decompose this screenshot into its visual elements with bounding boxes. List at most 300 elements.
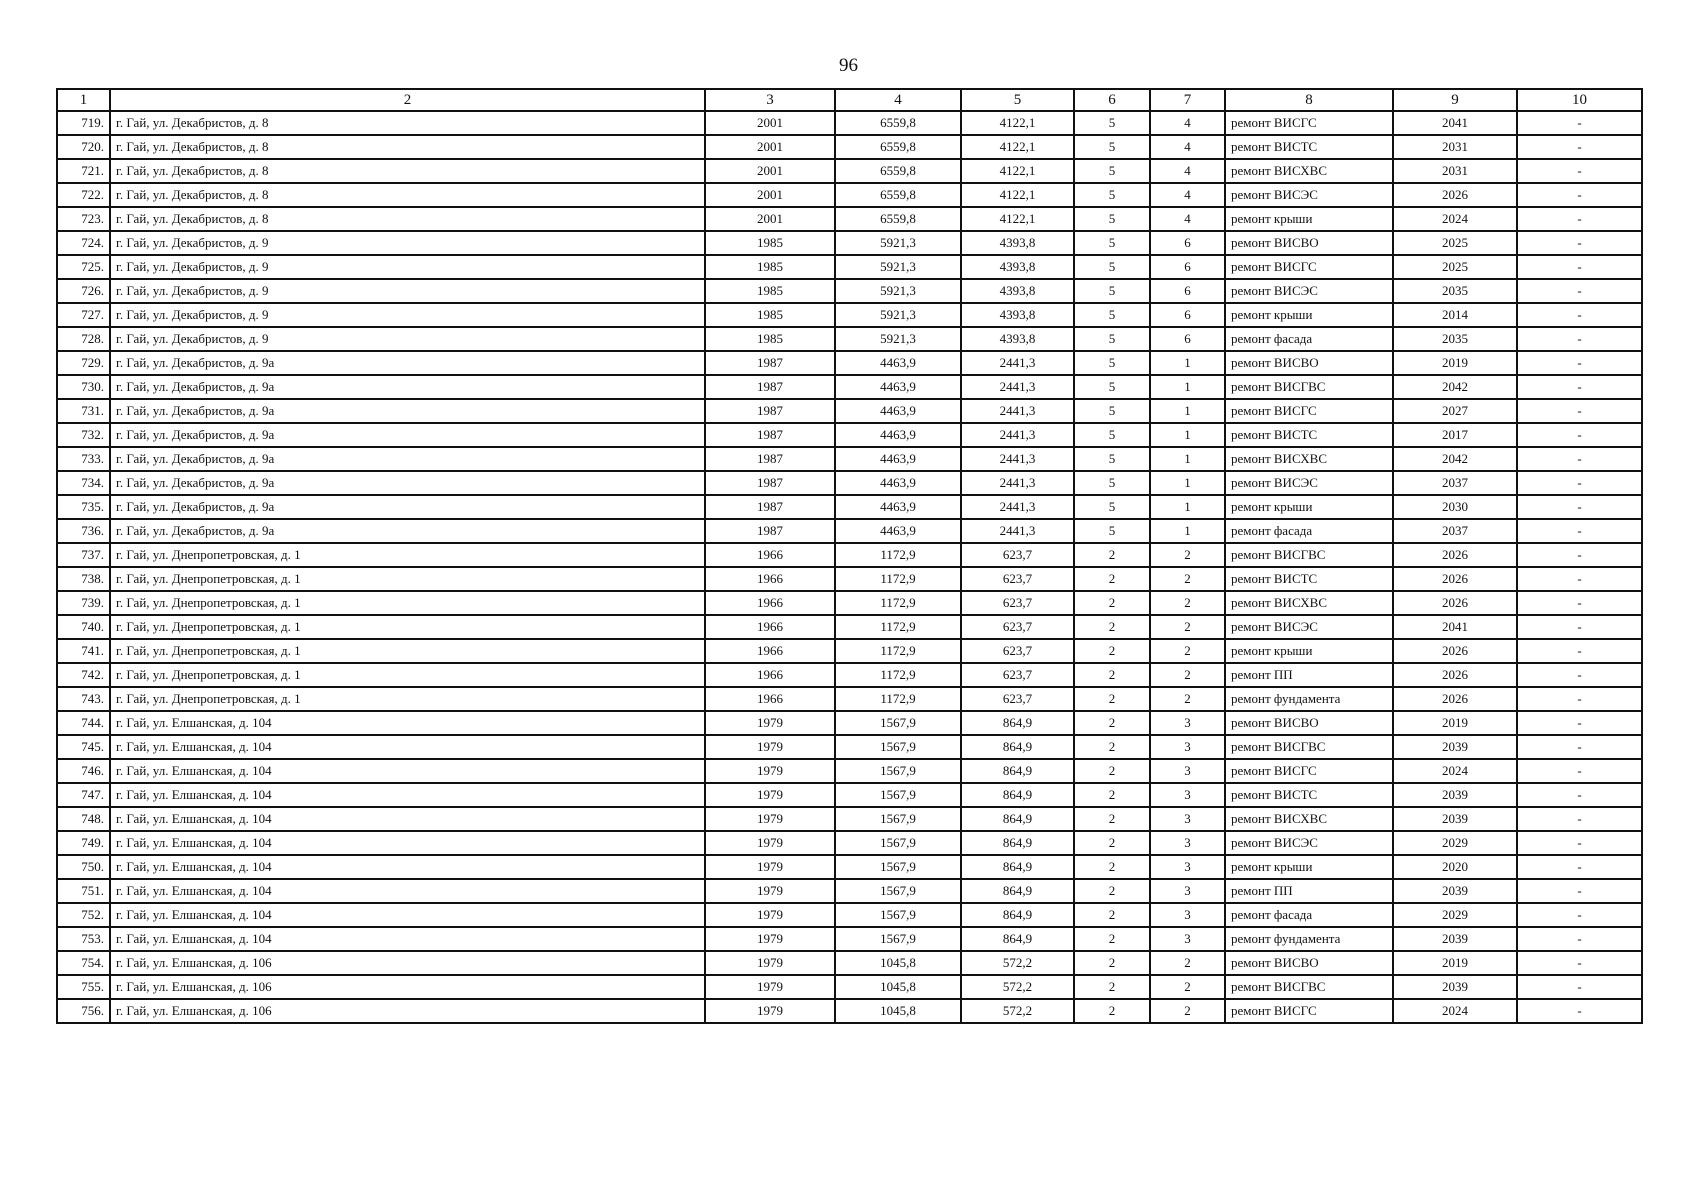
column-header: 3 [705,89,835,111]
entrances-cell: 2 [1150,663,1225,687]
address-cell: г. Гай, ул. Елшанская, д. 104 [110,711,705,735]
area-cell: 1172,9 [835,591,961,615]
entrances-cell: 6 [1150,255,1225,279]
note-cell: - [1517,879,1642,903]
year-cell: 1979 [705,711,835,735]
year-cell: 1987 [705,423,835,447]
address-cell: г. Гай, ул. Декабристов, д. 9а [110,471,705,495]
planned-year-cell: 2031 [1393,159,1517,183]
entrances-cell: 1 [1150,519,1225,543]
column-header: 9 [1393,89,1517,111]
table-row [57,447,1642,471]
work-type-cell: ремонт ВИСГС [1225,759,1393,783]
area-cell: 1567,9 [835,927,961,951]
living-area-cell: 4393,8 [961,231,1074,255]
work-type-cell: ремонт ВИСГВС [1225,375,1393,399]
entrances-cell: 1 [1150,423,1225,447]
planned-year-cell: 2039 [1393,927,1517,951]
address-cell: г. Гай, ул. Елшанская, д. 104 [110,807,705,831]
row-number-cell: 734. [57,471,110,495]
address-cell: г. Гай, ул. Декабристов, д. 9а [110,423,705,447]
work-type-cell: ремонт фасада [1225,327,1393,351]
note-cell: - [1517,735,1642,759]
planned-year-cell: 2039 [1393,807,1517,831]
year-cell: 1985 [705,303,835,327]
area-cell: 4463,9 [835,423,961,447]
work-type-cell: ремонт ВИСТС [1225,135,1393,159]
row-number-cell: 725. [57,255,110,279]
address-cell: г. Гай, ул. Елшанская, д. 104 [110,855,705,879]
living-area-cell: 623,7 [961,543,1074,567]
row-number-cell: 755. [57,975,110,999]
year-cell: 1979 [705,855,835,879]
area-cell: 4463,9 [835,399,961,423]
living-area-cell: 2441,3 [961,399,1074,423]
note-cell: - [1517,591,1642,615]
planned-year-cell: 2026 [1393,567,1517,591]
year-cell: 1979 [705,759,835,783]
table-body [57,111,1642,1023]
living-area-cell: 572,2 [961,951,1074,975]
row-number-cell: 747. [57,783,110,807]
planned-year-cell: 2030 [1393,495,1517,519]
area-cell: 1045,8 [835,975,961,999]
note-cell: - [1517,423,1642,447]
work-type-cell: ремонт крыши [1225,855,1393,879]
living-area-cell: 623,7 [961,687,1074,711]
area-cell: 5921,3 [835,279,961,303]
row-number-cell: 730. [57,375,110,399]
planned-year-cell: 2019 [1393,351,1517,375]
year-cell: 1987 [705,351,835,375]
living-area-cell: 864,9 [961,879,1074,903]
note-cell: - [1517,903,1642,927]
table-row [57,879,1642,903]
year-cell: 1979 [705,927,835,951]
address-cell: г. Гай, ул. Днепропетровская, д. 1 [110,663,705,687]
address-cell: г. Гай, ул. Днепропетровская, д. 1 [110,543,705,567]
address-cell: г. Гай, ул. Днепропетровская, д. 1 [110,687,705,711]
address-cell: г. Гай, ул. Елшанская, д. 106 [110,975,705,999]
floors-cell: 2 [1074,687,1150,711]
row-number-cell: 744. [57,711,110,735]
entrances-cell: 3 [1150,759,1225,783]
entrances-cell: 4 [1150,111,1225,135]
floors-cell: 2 [1074,567,1150,591]
floors-cell: 2 [1074,975,1150,999]
table-row [57,663,1642,687]
year-cell: 1979 [705,975,835,999]
floors-cell: 5 [1074,471,1150,495]
area-cell: 5921,3 [835,231,961,255]
address-cell: г. Гай, ул. Декабристов, д. 9а [110,495,705,519]
table-row [57,183,1642,207]
table-row [57,375,1642,399]
table-row [57,519,1642,543]
table-row [57,855,1642,879]
planned-year-cell: 2014 [1393,303,1517,327]
entrances-cell: 2 [1150,687,1225,711]
year-cell: 1987 [705,447,835,471]
planned-year-cell: 2026 [1393,183,1517,207]
living-area-cell: 2441,3 [961,471,1074,495]
entrances-cell: 1 [1150,495,1225,519]
year-cell: 1966 [705,687,835,711]
work-type-cell: ремонт крыши [1225,495,1393,519]
area-cell: 6559,8 [835,207,961,231]
repair-schedule-table [56,88,1643,1024]
row-number-cell: 748. [57,807,110,831]
table-row [57,735,1642,759]
note-cell: - [1517,639,1642,663]
table-row [57,615,1642,639]
page-number: 96 [839,55,858,76]
area-cell: 1567,9 [835,759,961,783]
area-cell: 1567,9 [835,831,961,855]
living-area-cell: 572,2 [961,999,1074,1023]
note-cell: - [1517,399,1642,423]
row-number-cell: 723. [57,207,110,231]
address-cell: г. Гай, ул. Декабристов, д. 9а [110,375,705,399]
note-cell: - [1517,327,1642,351]
planned-year-cell: 2017 [1393,423,1517,447]
entrances-cell: 4 [1150,159,1225,183]
living-area-cell: 2441,3 [961,495,1074,519]
table-row [57,711,1642,735]
note-cell: - [1517,831,1642,855]
work-type-cell: ремонт ПП [1225,663,1393,687]
floors-cell: 2 [1074,759,1150,783]
entrances-cell: 2 [1150,639,1225,663]
entrances-cell: 3 [1150,903,1225,927]
note-cell: - [1517,159,1642,183]
year-cell: 1987 [705,471,835,495]
work-type-cell: ремонт фундамента [1225,927,1393,951]
entrances-cell: 4 [1150,135,1225,159]
note-cell: - [1517,543,1642,567]
row-number-cell: 733. [57,447,110,471]
planned-year-cell: 2042 [1393,447,1517,471]
work-type-cell: ремонт ВИСТС [1225,783,1393,807]
floors-cell: 5 [1074,303,1150,327]
planned-year-cell: 2019 [1393,711,1517,735]
living-area-cell: 4393,8 [961,303,1074,327]
work-type-cell: ремонт ВИСГВС [1225,735,1393,759]
work-type-cell: ремонт ВИСХВС [1225,447,1393,471]
floors-cell: 2 [1074,855,1150,879]
work-type-cell: ремонт ВИСХВС [1225,807,1393,831]
work-type-cell: ремонт фасада [1225,903,1393,927]
address-cell: г. Гай, ул. Декабристов, д. 9 [110,303,705,327]
table-row [57,327,1642,351]
floors-cell: 5 [1074,183,1150,207]
planned-year-cell: 2026 [1393,663,1517,687]
row-number-cell: 739. [57,591,110,615]
year-cell: 1985 [705,231,835,255]
note-cell: - [1517,951,1642,975]
year-cell: 1966 [705,543,835,567]
note-cell: - [1517,135,1642,159]
area-cell: 1045,8 [835,999,961,1023]
entrances-cell: 2 [1150,567,1225,591]
row-number-cell: 728. [57,327,110,351]
entrances-cell: 2 [1150,543,1225,567]
planned-year-cell: 2042 [1393,375,1517,399]
planned-year-cell: 2039 [1393,783,1517,807]
planned-year-cell: 2020 [1393,855,1517,879]
living-area-cell: 2441,3 [961,351,1074,375]
column-header: 2 [110,89,705,111]
row-number-cell: 737. [57,543,110,567]
work-type-cell: ремонт ВИСВО [1225,231,1393,255]
area-cell: 6559,8 [835,159,961,183]
floors-cell: 5 [1074,159,1150,183]
living-area-cell: 4122,1 [961,111,1074,135]
entrances-cell: 3 [1150,879,1225,903]
address-cell: г. Гай, ул. Елшанская, д. 106 [110,999,705,1023]
floors-cell: 2 [1074,999,1150,1023]
work-type-cell: ремонт ВИСЭС [1225,471,1393,495]
row-number-cell: 751. [57,879,110,903]
entrances-cell: 6 [1150,279,1225,303]
entrances-cell: 3 [1150,855,1225,879]
year-cell: 1979 [705,735,835,759]
note-cell: - [1517,975,1642,999]
table-row [57,495,1642,519]
area-cell: 1045,8 [835,951,961,975]
table-row [57,543,1642,567]
table-row [57,231,1642,255]
entrances-cell: 3 [1150,711,1225,735]
address-cell: г. Гай, ул. Декабристов, д. 8 [110,207,705,231]
note-cell: - [1517,687,1642,711]
note-cell: - [1517,447,1642,471]
planned-year-cell: 2029 [1393,831,1517,855]
row-number-cell: 724. [57,231,110,255]
row-number-cell: 756. [57,999,110,1023]
row-number-cell: 735. [57,495,110,519]
row-number-cell: 719. [57,111,110,135]
table-row [57,423,1642,447]
living-area-cell: 864,9 [961,831,1074,855]
note-cell: - [1517,927,1642,951]
area-cell: 1567,9 [835,807,961,831]
work-type-cell: ремонт ВИСТС [1225,423,1393,447]
note-cell: - [1517,111,1642,135]
floors-cell: 2 [1074,951,1150,975]
area-cell: 1567,9 [835,903,961,927]
planned-year-cell: 2026 [1393,591,1517,615]
entrances-cell: 1 [1150,399,1225,423]
work-type-cell: ремонт ВИСГС [1225,111,1393,135]
address-cell: г. Гай, ул. Днепропетровская, д. 1 [110,639,705,663]
living-area-cell: 864,9 [961,711,1074,735]
note-cell: - [1517,783,1642,807]
year-cell: 2001 [705,111,835,135]
table-row [57,111,1642,135]
table-row [57,351,1642,375]
table-row [57,759,1642,783]
note-cell: - [1517,999,1642,1023]
address-cell: г. Гай, ул. Декабристов, д. 9 [110,255,705,279]
entrances-cell: 6 [1150,303,1225,327]
area-cell: 1567,9 [835,735,961,759]
area-cell: 6559,8 [835,111,961,135]
living-area-cell: 4122,1 [961,159,1074,183]
work-type-cell: ремонт ПП [1225,879,1393,903]
year-cell: 1985 [705,255,835,279]
planned-year-cell: 2039 [1393,735,1517,759]
work-type-cell: ремонт ВИСВО [1225,711,1393,735]
table-row [57,207,1642,231]
planned-year-cell: 2026 [1393,543,1517,567]
entrances-cell: 2 [1150,951,1225,975]
work-type-cell: ремонт ВИСГВС [1225,543,1393,567]
year-cell: 2001 [705,183,835,207]
planned-year-cell: 2031 [1393,135,1517,159]
note-cell: - [1517,207,1642,231]
living-area-cell: 2441,3 [961,375,1074,399]
planned-year-cell: 2039 [1393,879,1517,903]
column-header: 10 [1517,89,1642,111]
column-header: 4 [835,89,961,111]
row-number-cell: 745. [57,735,110,759]
planned-year-cell: 2035 [1393,327,1517,351]
table-row [57,927,1642,951]
planned-year-cell: 2037 [1393,471,1517,495]
entrances-cell: 6 [1150,327,1225,351]
area-cell: 1567,9 [835,879,961,903]
living-area-cell: 4122,1 [961,207,1074,231]
area-cell: 1567,9 [835,783,961,807]
row-number-cell: 750. [57,855,110,879]
row-number-cell: 753. [57,927,110,951]
address-cell: г. Гай, ул. Елшанская, д. 106 [110,951,705,975]
row-number-cell: 726. [57,279,110,303]
planned-year-cell: 2039 [1393,975,1517,999]
work-type-cell: ремонт фасада [1225,519,1393,543]
floors-cell: 2 [1074,927,1150,951]
living-area-cell: 864,9 [961,927,1074,951]
entrances-cell: 2 [1150,615,1225,639]
address-cell: г. Гай, ул. Елшанская, д. 104 [110,927,705,951]
entrances-cell: 1 [1150,447,1225,471]
work-type-cell: ремонт крыши [1225,639,1393,663]
floors-cell: 5 [1074,375,1150,399]
address-cell: г. Гай, ул. Декабристов, д. 8 [110,183,705,207]
address-cell: г. Гай, ул. Декабристов, д. 9 [110,279,705,303]
work-type-cell: ремонт ВИСГВС [1225,975,1393,999]
table-row [57,159,1642,183]
table-row [57,567,1642,591]
living-area-cell: 864,9 [961,807,1074,831]
year-cell: 1979 [705,999,835,1023]
work-type-cell: ремонт крыши [1225,303,1393,327]
address-cell: г. Гай, ул. Днепропетровская, д. 1 [110,567,705,591]
column-header: 1 [57,89,110,111]
floors-cell: 5 [1074,351,1150,375]
living-area-cell: 864,9 [961,759,1074,783]
planned-year-cell: 2024 [1393,999,1517,1023]
floors-cell: 5 [1074,519,1150,543]
floors-cell: 5 [1074,447,1150,471]
table-row [57,903,1642,927]
row-number-cell: 732. [57,423,110,447]
floors-cell: 5 [1074,495,1150,519]
area-cell: 4463,9 [835,519,961,543]
living-area-cell: 864,9 [961,735,1074,759]
entrances-cell: 3 [1150,927,1225,951]
area-cell: 4463,9 [835,471,961,495]
note-cell: - [1517,183,1642,207]
note-cell: - [1517,471,1642,495]
living-area-cell: 864,9 [961,903,1074,927]
living-area-cell: 864,9 [961,783,1074,807]
area-cell: 6559,8 [835,135,961,159]
living-area-cell: 4393,8 [961,255,1074,279]
address-cell: г. Гай, ул. Елшанская, д. 104 [110,735,705,759]
floors-cell: 2 [1074,639,1150,663]
note-cell: - [1517,231,1642,255]
floors-cell: 5 [1074,255,1150,279]
address-cell: г. Гай, ул. Декабристов, д. 9а [110,399,705,423]
living-area-cell: 2441,3 [961,423,1074,447]
floors-cell: 2 [1074,663,1150,687]
table-row [57,279,1642,303]
area-cell: 1172,9 [835,543,961,567]
note-cell: - [1517,279,1642,303]
area-cell: 1172,9 [835,687,961,711]
living-area-cell: 623,7 [961,663,1074,687]
entrances-cell: 4 [1150,207,1225,231]
address-cell: г. Гай, ул. Декабристов, д. 9 [110,327,705,351]
floors-cell: 5 [1074,207,1150,231]
work-type-cell: ремонт ВИСЭС [1225,279,1393,303]
column-header: 7 [1150,89,1225,111]
row-number-cell: 743. [57,687,110,711]
planned-year-cell: 2029 [1393,903,1517,927]
year-cell: 2001 [705,159,835,183]
entrances-cell: 3 [1150,807,1225,831]
floors-cell: 2 [1074,903,1150,927]
year-cell: 1979 [705,903,835,927]
address-cell: г. Гай, ул. Декабристов, д. 8 [110,135,705,159]
table-row [57,831,1642,855]
entrances-cell: 2 [1150,975,1225,999]
living-area-cell: 2441,3 [961,519,1074,543]
entrances-cell: 1 [1150,375,1225,399]
address-cell: г. Гай, ул. Елшанская, д. 104 [110,879,705,903]
work-type-cell: ремонт ВИСЭС [1225,183,1393,207]
address-cell: г. Гай, ул. Елшанская, д. 104 [110,903,705,927]
work-type-cell: ремонт ВИСГС [1225,255,1393,279]
year-cell: 1985 [705,327,835,351]
year-cell: 2001 [705,135,835,159]
floors-cell: 2 [1074,783,1150,807]
table-row [57,303,1642,327]
planned-year-cell: 2041 [1393,111,1517,135]
planned-year-cell: 2025 [1393,231,1517,255]
column-header: 6 [1074,89,1150,111]
table-row [57,975,1642,999]
planned-year-cell: 2027 [1393,399,1517,423]
table-row [57,471,1642,495]
row-number-cell: 720. [57,135,110,159]
planned-year-cell: 2024 [1393,759,1517,783]
planned-year-cell: 2037 [1393,519,1517,543]
address-cell: г. Гай, ул. Днепропетровская, д. 1 [110,615,705,639]
floors-cell: 5 [1074,327,1150,351]
